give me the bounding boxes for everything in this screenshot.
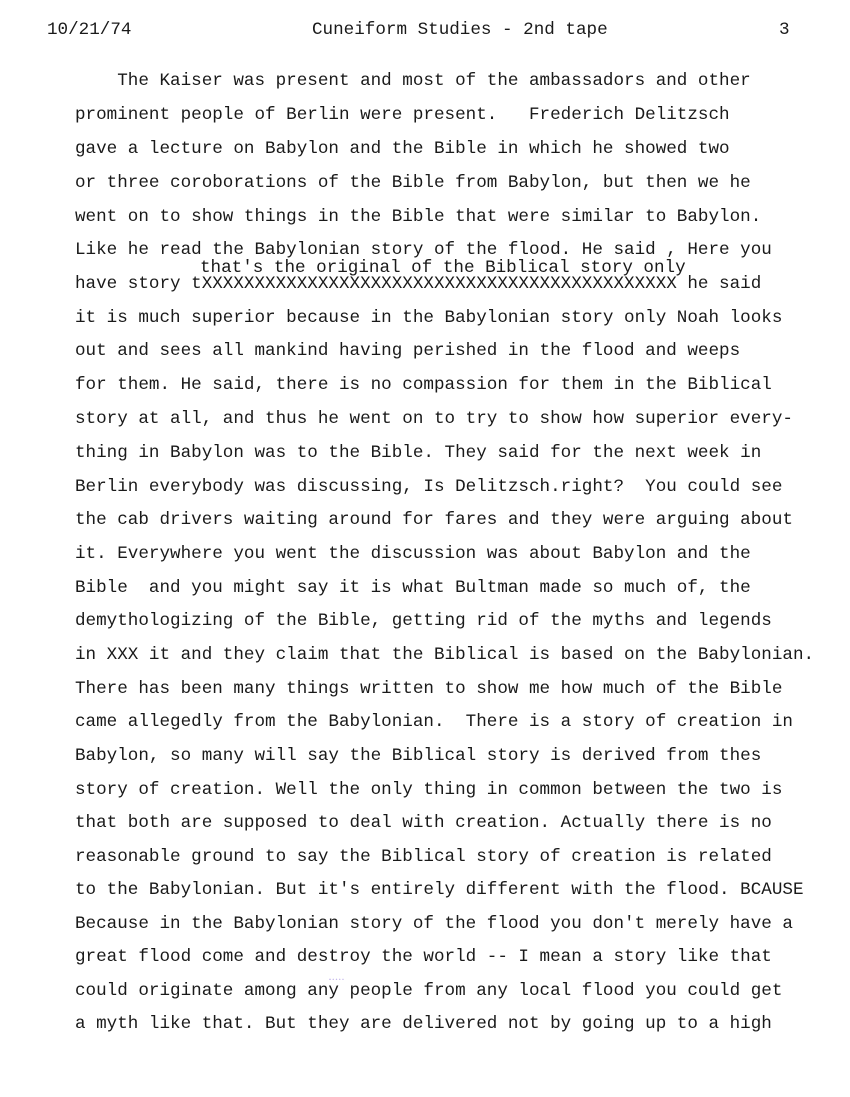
interlinear-insertion: that's the original of the Biblical story only bbox=[200, 258, 686, 278]
body-line: story of creation. Well the only thing in common between the two is bbox=[75, 780, 783, 800]
body-line: have story tXXXXXXXXXXXXXXXXXXXXXXXXXXXXXXXXXXXXXXXXXXXXX he said bbox=[75, 274, 762, 294]
body-line: story at all, and thus he went on to try to show how superior every- bbox=[75, 409, 793, 429]
body-line: it. Everywhere you went the discussion was about Babylon and the bbox=[75, 544, 751, 564]
body-line: out and sees all mankind having perished in the flood and weeps bbox=[75, 341, 741, 361]
body-line: Babylon, so many will say the Biblical story is derived from thes bbox=[75, 746, 762, 766]
body-line: it is much superior because in the Babylonian story only Noah looks bbox=[75, 308, 783, 328]
body-line: There has been many things written to show me how much of the Bible bbox=[75, 679, 783, 699]
body-line: to the Babylonian. But it's entirely different with the flood. BCAUSE bbox=[75, 880, 804, 900]
body-line: the cab drivers waiting around for fares and they were arguing about bbox=[75, 510, 793, 530]
body-line: gave a lecture on Babylon and the Bible in which he showed two bbox=[75, 139, 730, 159]
body-line: Because in the Babylonian story of the flood you don't merely have a bbox=[75, 914, 793, 934]
body-line: or three coroborations of the Bible from Babylon, but then we he bbox=[75, 173, 751, 193]
bleed-through-mark: ̣̣ ̣ ̣ ̣ ̣ bbox=[330, 966, 343, 981]
body-line: Berlin everybody was discussing, Is Delitzsch.right? You could see bbox=[75, 477, 783, 497]
body-line: Like he read the Babylonian story of the flood. He said , Here you bbox=[75, 240, 772, 260]
body-line: a myth like that. But they are delivered not by going up to a high bbox=[75, 1014, 772, 1034]
body-line: thing in Babylon was to the Bible. They said for the next week in bbox=[75, 443, 762, 463]
body-line: Bible and you might say it is what Bultman made so much of, the bbox=[75, 578, 751, 598]
body-line: in XXX it and they claim that the Biblical is based on the Babylonian. bbox=[75, 645, 815, 665]
body-line: great flood come and destroy the world -- I mean a story like that bbox=[75, 947, 772, 967]
body-line: went on to show things in the Bible that were similar to Babylon. bbox=[75, 207, 762, 227]
document-date: 10/21/74 bbox=[47, 20, 132, 40]
body-line: demythologizing of the Bible, getting rid of the myths and legends bbox=[75, 611, 772, 631]
body-line: reasonable ground to say the Biblical story of creation is related bbox=[75, 847, 772, 867]
body-line: prominent people of Berlin were present. Frederich Delitzsch bbox=[75, 105, 730, 125]
body-line: The Kaiser was present and most of the ambassadors and other bbox=[75, 71, 751, 91]
body-line: that both are supposed to deal with creation. Actually there is no bbox=[75, 813, 772, 833]
page-number: 3 bbox=[779, 20, 790, 40]
body-line: came allegedly from the Babylonian. There is a story of creation in bbox=[75, 712, 793, 732]
document-title: Cuneiform Studies - 2nd tape bbox=[312, 20, 608, 40]
body-line: could originate among any people from any local flood you could get bbox=[75, 981, 783, 1001]
body-line: for them. He said, there is no compassion for them in the Biblical bbox=[75, 375, 772, 395]
